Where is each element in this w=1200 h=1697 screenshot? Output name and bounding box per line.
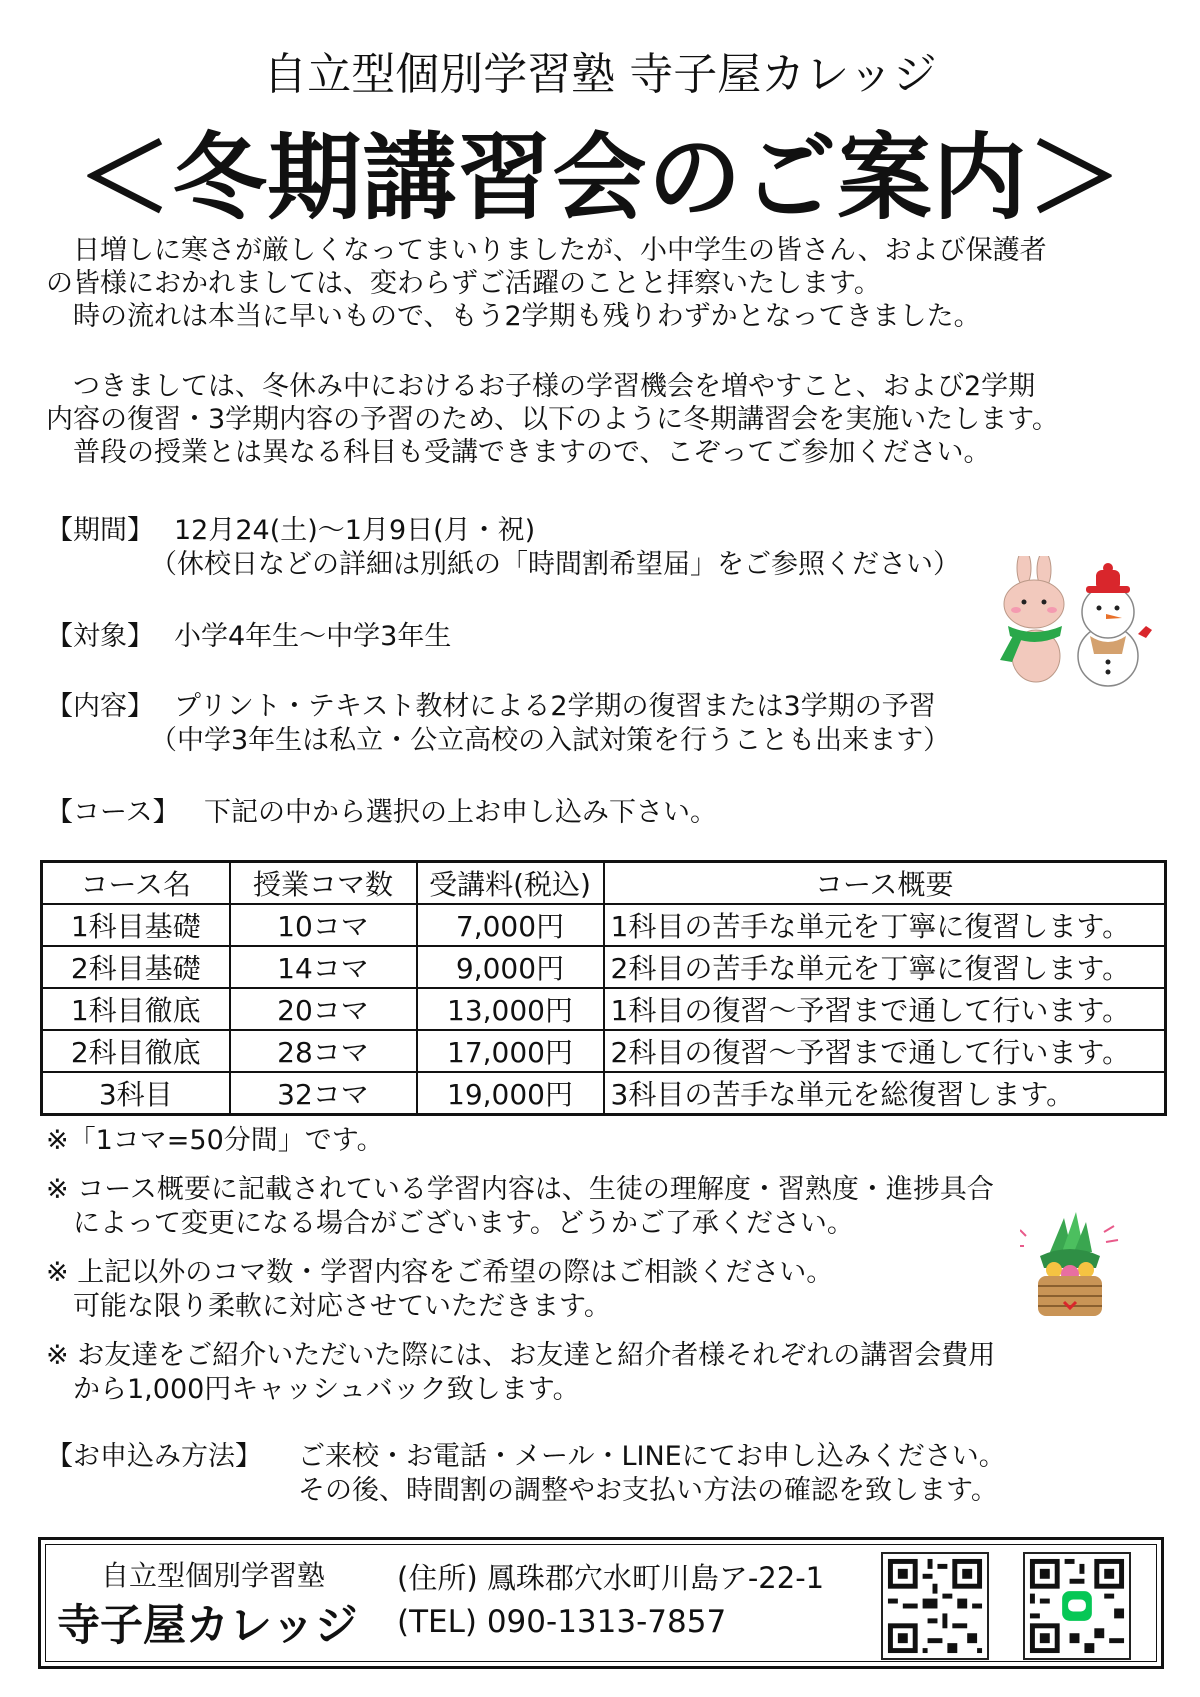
line-qr-code <box>1023 1552 1131 1660</box>
note-content-change-1: ※ コース概要に記載されている学習内容は、生徒の理解度・習熟度・進捗具合 <box>46 1174 994 1205</box>
table-row <box>42 904 1166 946</box>
lesson-count: 20コマ <box>230 988 417 1030</box>
course-label: 【コース】 <box>46 797 180 828</box>
note-consult-1: ※ 上記以外のコマ数・学習内容をご希望の際はご相談ください。 <box>46 1257 834 1288</box>
course-value: 下記の中から選択の上お申し込み下さい。 <box>204 797 717 828</box>
content-value: プリント・テキスト教材による2学期の復習または3学期の予習 <box>174 691 936 722</box>
period-label: 【期間】 <box>46 515 154 546</box>
page-title: ＜冬期講習会のご案内＞ <box>77 124 1123 233</box>
footer-school-name: 寺子屋カレッジ <box>57 1601 358 1651</box>
apply-label: 【お申込み方法】 <box>46 1441 262 1472</box>
period-value: 12月24(土)～1月9日(月・祝) <box>174 515 536 546</box>
header-lessons: 授業コマ数 <box>230 862 417 905</box>
header-fee: 受講料(税込) <box>417 862 604 905</box>
course-name: 2科目徹底 <box>42 1030 230 1072</box>
note-consult-2: 可能な限り柔軟に対応させていただきます。 <box>46 1291 611 1322</box>
note-referral-1: ※ お友達をご紹介いただいた際には、お友達と紹介者様それぞれの講習会費用 <box>46 1340 996 1371</box>
course-fee: 7,000円 <box>417 904 604 946</box>
footer-school-type: 自立型個別学習塾 <box>101 1559 326 1592</box>
body-line-2: 内容の復習・3学期内容の予習のため、以下のように冬期講習会を実施いたします。 <box>46 404 1059 435</box>
course-summary: 1科目の苦手な単元を丁寧に復習します。 <box>604 904 1166 946</box>
contact-footer <box>38 1537 1164 1669</box>
period-note: （休校日などの詳細は別紙の「時間割希望届」をご参照ください） <box>150 549 960 580</box>
course-fee: 13,000円 <box>417 988 604 1030</box>
course-table <box>40 860 1167 1116</box>
course-fee: 19,000円 <box>417 1072 604 1115</box>
lesson-count: 28コマ <box>230 1030 417 1072</box>
body-line-3: 普段の授業とは異なる科目も受講できますので、こぞってご参加ください。 <box>46 437 991 468</box>
content-note: （中学3年生は私立・公立高校の入試対策を行うことも出来ます） <box>150 725 951 756</box>
table-header-row <box>42 862 1166 905</box>
course-fee: 17,000円 <box>417 1030 604 1072</box>
body-line-1: つきましては、冬休み中におけるお子様の学習機会を増やすこと、および2学期 <box>46 371 1036 402</box>
target-label: 【対象】 <box>46 621 154 652</box>
course-summary: 3科目の苦手な単元を総復習します。 <box>604 1072 1166 1115</box>
school-subtitle: 自立型個別学習塾 寺子屋カレッジ <box>263 49 937 100</box>
course-name: 3科目 <box>42 1072 230 1115</box>
header-course-name: コース名 <box>42 862 230 905</box>
note-referral-2: から1,000円キャッシュバック致します。 <box>46 1374 580 1405</box>
intro-line-2: の皆様におかれましては、変わらずご活躍のことと拝察いたします。 <box>46 268 881 299</box>
note-lesson-length: ※「1コマ=50分間」です。 <box>46 1125 384 1156</box>
course-summary: 1科目の復習～予習まで通して行います。 <box>604 988 1166 1030</box>
table-row <box>42 1072 1166 1115</box>
qr-code <box>881 1552 989 1660</box>
footer-tel: (TEL) 090-1313-7857 <box>397 1604 727 1640</box>
table-row <box>42 1030 1166 1072</box>
lesson-count: 10コマ <box>230 904 417 946</box>
course-name: 1科目徹底 <box>42 988 230 1030</box>
target-value: 小学4年生～中学3年生 <box>174 621 452 652</box>
apply-line-2: その後、時間割の調整やお支払い方法の確認を致します。 <box>298 1475 998 1506</box>
apply-line-1: ご来校・お電話・メール・LINEにてお申し込みください。 <box>298 1441 1006 1472</box>
note-content-change-2: によって変更になる場合がございます。どうかご了承ください。 <box>46 1208 854 1239</box>
table-row <box>42 946 1166 988</box>
table-row <box>42 988 1166 1030</box>
course-name: 1科目基礎 <box>42 904 230 946</box>
rabbit-snowman-illustration <box>986 556 1162 690</box>
lesson-count: 14コマ <box>230 946 417 988</box>
course-summary: 2科目の復習～予習まで通して行います。 <box>604 1030 1166 1072</box>
lesson-count: 32コマ <box>230 1072 417 1115</box>
header-summary: コース概要 <box>604 862 1166 905</box>
intro-line-1: 日増しに寒さが厳しくなってまいりましたが、小中学生の皆さん、および保護者 <box>46 235 1047 266</box>
course-name: 2科目基礎 <box>42 946 230 988</box>
footer-address: (住所) 鳳珠郡穴水町川島ア-22-1 <box>397 1561 825 1595</box>
content-label: 【内容】 <box>46 691 154 722</box>
course-fee: 9,000円 <box>417 946 604 988</box>
kadomatsu-illustration <box>1020 1212 1120 1322</box>
intro-line-3: 時の流れは本当に早いもので、もう2学期も残りわずかとなってきました。 <box>46 301 981 332</box>
course-summary: 2科目の苦手な単元を丁寧に復習します。 <box>604 946 1166 988</box>
